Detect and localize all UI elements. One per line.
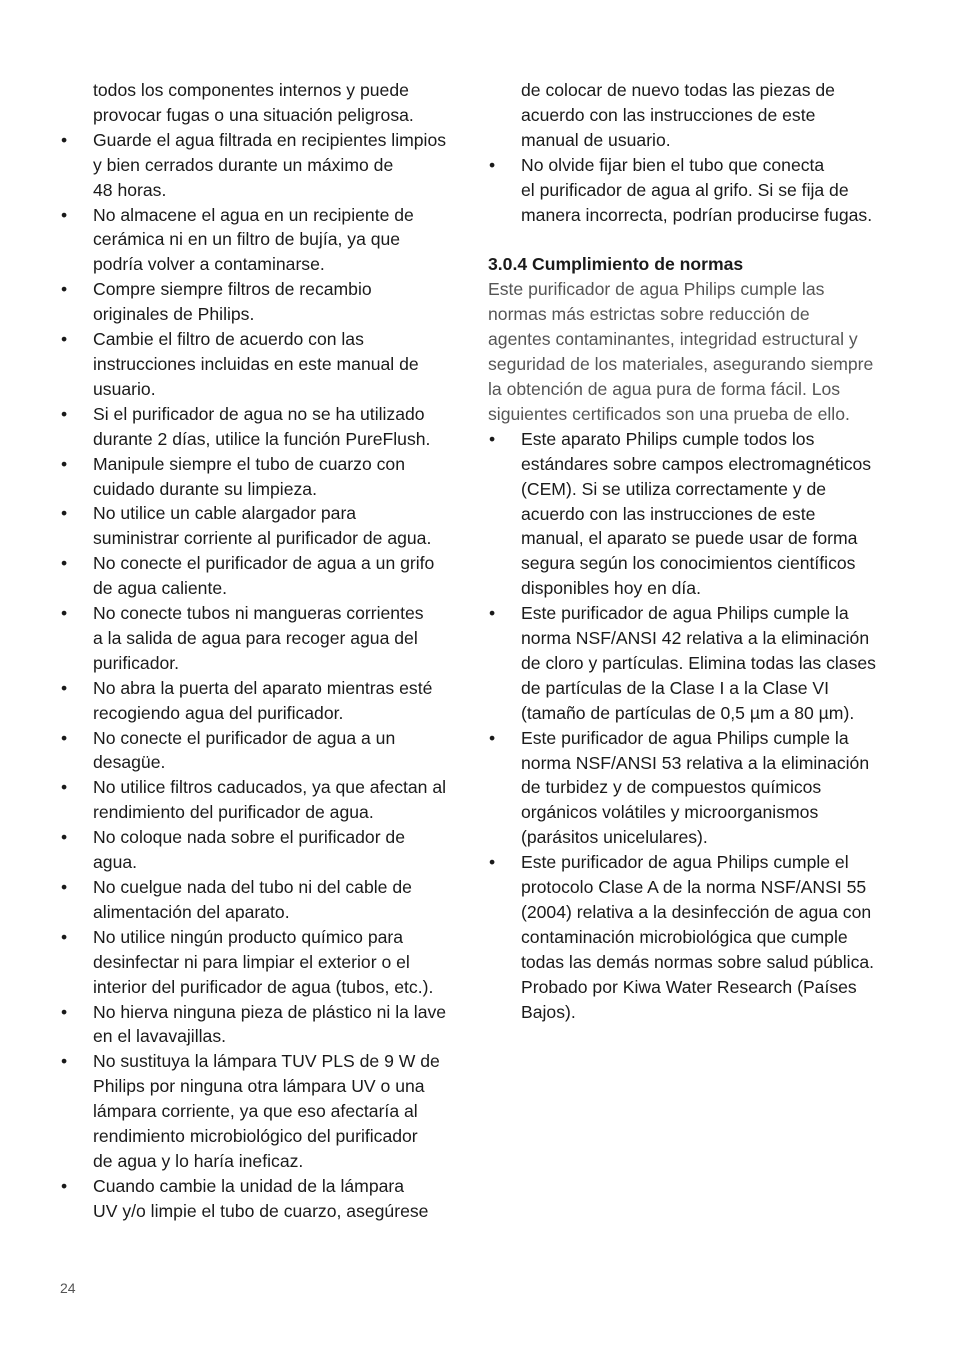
bullet-icon: • xyxy=(61,553,68,574)
text-line: alimentación del aparato. xyxy=(93,901,290,922)
text-line: Cuando cambie la unidad de la lámpara xyxy=(93,1175,405,1196)
text-line: No hierva ninguna pieza de plástico ni la lave xyxy=(93,1001,447,1022)
text-line: No conecte tubos ni mangueras corrientes xyxy=(93,603,424,624)
text-line: normas más estrictas sobre reducción de xyxy=(488,304,810,325)
list-item xyxy=(60,726,470,776)
text-line: interior del purificador de agua (tubos, etc.). xyxy=(93,976,434,997)
text-line: lámpara corriente, ya que eso afectaría al xyxy=(93,1101,418,1122)
text-line: Compre siempre filtros de recambio xyxy=(93,279,372,300)
text-line: UV y/o limpie el tubo de cuarzo, asegúrese xyxy=(93,1200,429,1221)
list-item xyxy=(60,1174,470,1224)
text-line: Este aparato Philips cumple todos los xyxy=(521,428,815,449)
text-line: manual de usuario. xyxy=(521,129,671,150)
text-line: Guarde el agua filtrada en recipientes limpios xyxy=(93,129,447,150)
text-line: No sustituya la lámpara TUV PLS de 9 W de xyxy=(93,1051,440,1072)
text-line: el purificador de agua al grifo. Si se fija de xyxy=(521,179,849,200)
text-line: No conecte el purificador de agua a un xyxy=(93,727,396,748)
list-item xyxy=(60,1000,470,1050)
text-line: cuidado durante su limpieza. xyxy=(93,478,317,499)
text-line: norma NSF/ANSI 53 relativa a la eliminación xyxy=(521,752,870,773)
section-intro xyxy=(488,277,900,426)
bullet-icon: • xyxy=(61,279,68,300)
bullet-icon: • xyxy=(61,204,68,225)
text-line: de partículas de la Clase I a la Clase VI xyxy=(521,677,830,698)
text-line: (parásitos unicelulares). xyxy=(521,827,708,848)
text-line: norma NSF/ANSI 42 relativa a la eliminación xyxy=(521,628,870,649)
text-line: (tamaño de partículas de 0,5 µm a 80 µm). xyxy=(521,702,855,723)
text-line: la obtención de agua pura de forma fácil. Los xyxy=(488,378,841,399)
continued-text xyxy=(60,78,470,128)
text-line: de agua y lo haría ineficaz. xyxy=(93,1150,304,1171)
list-item xyxy=(60,551,470,601)
right-column xyxy=(488,78,900,1025)
bullet-icon: • xyxy=(61,827,68,848)
list-item xyxy=(488,427,900,601)
text-line: No utilice un cable alargador para xyxy=(93,503,357,524)
list-item xyxy=(60,402,470,452)
text-line: durante 2 días, utilice la función PureFlush. xyxy=(93,428,431,449)
list-item xyxy=(60,128,470,203)
bullet-icon: • xyxy=(61,727,68,748)
text-line: y bien cerrados durante un máximo de xyxy=(93,154,394,175)
text-line: Cambie el filtro de acuerdo con las xyxy=(93,329,364,350)
text-line: desinfectar ni para limpiar el exterior o el xyxy=(93,951,410,972)
text-line: No olvide fijar bien el tubo que conecta xyxy=(521,154,825,175)
list-item xyxy=(488,850,900,1024)
precautions-list-continued xyxy=(488,153,900,228)
bullet-icon: • xyxy=(61,1051,68,1072)
text-line: agua. xyxy=(93,852,138,873)
compliance-list xyxy=(488,427,900,1025)
bullet-icon: • xyxy=(61,329,68,350)
continued-text xyxy=(488,78,900,153)
text-line: acuerdo con las instrucciones de este xyxy=(521,104,816,125)
text-line: todos los componentes internos y puede xyxy=(93,80,409,100)
list-item xyxy=(60,327,470,402)
text-line: purificador. xyxy=(93,652,180,673)
list-item xyxy=(60,825,470,875)
bullet-icon: • xyxy=(61,926,68,947)
text-line: todas las demás normas sobre salud pública. xyxy=(521,951,875,972)
text-line: usuario. xyxy=(93,378,156,399)
list-item xyxy=(60,277,470,327)
list-item xyxy=(488,601,900,726)
text-line: orgánicos volátiles y microorganismos xyxy=(521,802,819,823)
list-item xyxy=(60,875,470,925)
text-line: No utilice filtros caducados, ya que afectan al xyxy=(93,777,447,798)
text-line: manual, el aparato se puede usar de forma xyxy=(521,528,858,549)
bullet-icon: • xyxy=(61,129,68,150)
list-item xyxy=(60,501,470,551)
text-line: estándares sobre campos electromagnéticos xyxy=(521,453,872,474)
precautions-list xyxy=(60,128,470,1224)
text-line: de cloro y partículas. Elimina todas las clases xyxy=(521,652,876,673)
text-line: de turbidez y de compuestos químicos xyxy=(521,777,822,798)
text-line: 48 horas. xyxy=(93,179,167,200)
text-line: No almacene el agua en un recipiente de xyxy=(93,204,414,225)
text-line: originales de Philips. xyxy=(93,304,255,325)
text-line: Este purificador de agua Philips cumple la xyxy=(521,603,849,624)
section-heading: 3.0.4 Cumplimiento de normas xyxy=(488,254,744,275)
text-line: manera incorrecta, podrían producirse fugas. xyxy=(521,204,873,225)
list-item xyxy=(488,153,900,228)
text-line: Bajos). xyxy=(521,1001,576,1022)
text-line: contaminación microbiológica que cumple xyxy=(521,926,848,947)
text-line: rendimiento microbiológico del purificador xyxy=(93,1126,418,1147)
list-item xyxy=(60,1049,470,1174)
list-item xyxy=(60,203,470,278)
text-line: Manipule siempre el tubo de cuarzo con xyxy=(93,453,405,474)
text-line: provocar fugas o una situación peligrosa. xyxy=(93,104,414,125)
bullet-icon: • xyxy=(489,603,496,624)
bullet-icon: • xyxy=(61,403,68,424)
text-line: Este purificador de agua Philips cumple el xyxy=(521,852,849,873)
text-line: No coloque nada sobre el purificador de xyxy=(93,827,406,848)
text-line: de colocar de nuevo todas las piezas de xyxy=(521,80,835,100)
list-item xyxy=(488,726,900,851)
text-line: cerámica ni en un filtro de bujía, ya que xyxy=(93,229,401,250)
text-line: instrucciones incluidas en este manual de xyxy=(93,353,419,374)
bullet-icon: • xyxy=(61,877,68,897)
text-line: seguridad de los materiales, asegurando siempre xyxy=(488,354,874,375)
text-line: No abra la puerta del aparato mientras esté xyxy=(93,677,433,698)
text-line: No cuelgue nada del tubo ni del cable de xyxy=(93,877,412,897)
bullet-icon: • xyxy=(61,453,68,474)
bullet-icon: • xyxy=(489,428,496,449)
text-line: segura según los conocimientos científicos xyxy=(521,553,856,574)
text-line: (CEM). Si se utiliza correctamente y de xyxy=(521,478,827,499)
text-line: No conecte el purificador de agua a un grifo xyxy=(93,553,435,574)
bullet-icon: • xyxy=(61,1001,68,1022)
text-line: disponibles hoy en día. xyxy=(521,578,701,599)
list-item xyxy=(60,452,470,502)
bullet-icon: • xyxy=(61,777,68,798)
bullet-icon: • xyxy=(61,677,68,698)
bullet-icon: • xyxy=(489,154,496,175)
bullet-icon: • xyxy=(61,503,68,524)
page-number: 24 xyxy=(60,1280,76,1296)
list-item xyxy=(60,601,470,676)
bullet-icon: • xyxy=(61,603,68,624)
text-line: rendimiento del purificador de agua. xyxy=(93,802,374,823)
text-line: a la salida de agua para recoger agua del xyxy=(93,627,418,648)
bullet-icon: • xyxy=(61,1175,68,1196)
text-line: Este purificador de agua Philips cumple la xyxy=(521,727,849,748)
bullet-icon: • xyxy=(489,852,496,873)
text-line: en el lavavajillas. xyxy=(93,1026,227,1047)
text-line: Philips por ninguna otra lámpara UV o una xyxy=(93,1076,425,1097)
text-line: suministrar corriente al purificador de agua. xyxy=(93,528,432,549)
text-line: de agua caliente. xyxy=(93,578,228,599)
text-line: agentes contaminantes, integridad estructural y xyxy=(488,329,858,350)
text-line: recogiendo agua del purificador. xyxy=(93,702,344,723)
text-line: (2004) relativa a la desinfección de agua con xyxy=(521,902,872,922)
text-line: podría volver a contaminarse. xyxy=(93,254,325,275)
left-column xyxy=(60,78,470,1224)
bullet-icon: • xyxy=(489,727,496,748)
text-line: protocolo Clase A de la norma NSF/ANSI 55 xyxy=(521,877,867,898)
text-line: siguientes certificados son una prueba de ello. xyxy=(488,403,850,424)
text-line: Este purificador de agua Philips cumple las xyxy=(488,279,825,300)
text-line: acuerdo con las instrucciones de este xyxy=(521,503,816,524)
text-line: No utilice ningún producto químico para xyxy=(93,926,404,947)
list-item xyxy=(60,925,470,1000)
list-item xyxy=(60,676,470,726)
list-item xyxy=(60,775,470,825)
text-line: Si el purificador de agua no se ha utilizado xyxy=(93,403,425,424)
text-line: desagüe. xyxy=(93,752,166,773)
text-line: Probado por Kiwa Water Research (Países xyxy=(521,976,857,997)
